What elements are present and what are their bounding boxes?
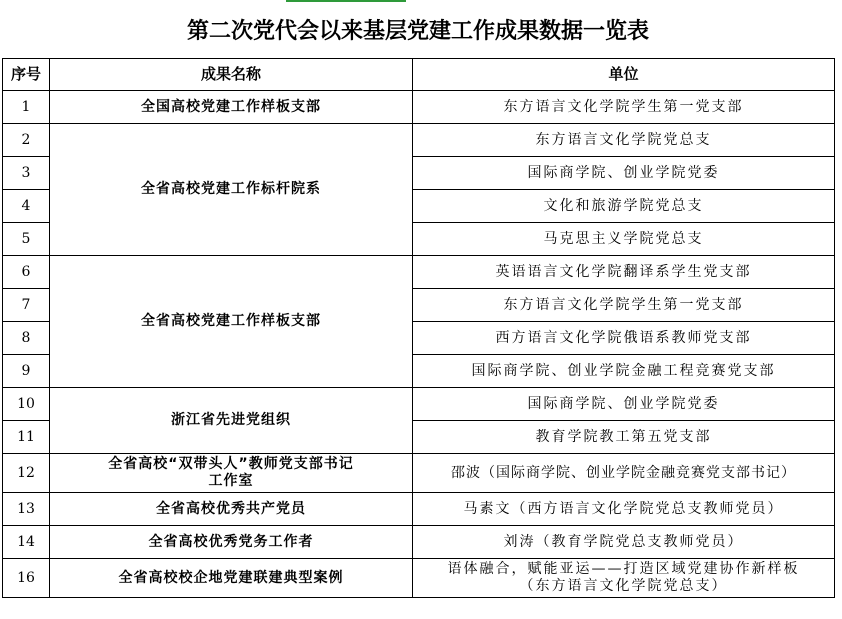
table-row <box>3 388 835 421</box>
row-unit: 马克思主义学院党总支 <box>413 223 835 256</box>
row-unit-line2: （东方语言文化学院党总支） <box>519 578 728 594</box>
row-index: 5 <box>3 223 50 256</box>
row-unit: 东方语言文化学院学生第一党支部 <box>413 289 835 322</box>
row-achievement: 浙江省先进党组织 <box>50 388 413 454</box>
row-index: 4 <box>3 190 50 223</box>
row-achievement: 全省高校优秀党务工作者 <box>50 526 413 559</box>
row-achievement <box>50 454 413 493</box>
row-index: 6 <box>3 256 50 289</box>
table-row <box>3 559 835 598</box>
table-row <box>3 493 835 526</box>
row-unit: 英语语言文化学院翻译系学生党支部 <box>413 256 835 289</box>
row-index: 12 <box>3 454 50 493</box>
row-index: 1 <box>3 91 50 124</box>
table-row <box>3 454 835 493</box>
row-achievement: 全省高校校企地党建联建典型案例 <box>50 559 413 598</box>
row-index: 11 <box>3 421 50 454</box>
row-index: 13 <box>3 493 50 526</box>
row-unit: 马素文（西方语言文化学院党总支教师党员） <box>413 493 835 526</box>
row-achievement: 全省高校党建工作样板支部 <box>50 256 413 388</box>
row-unit <box>413 559 835 598</box>
table-row <box>3 91 835 124</box>
row-achievement: 全国高校党建工作样板支部 <box>50 91 413 124</box>
page-title: 第二次党代会以来基层党建工作成果数据一览表 <box>186 18 649 44</box>
row-index: 3 <box>3 157 50 190</box>
row-index: 10 <box>3 388 50 421</box>
row-unit: 文化和旅游学院党总支 <box>413 190 835 223</box>
row-index: 7 <box>3 289 50 322</box>
row-index: 16 <box>3 559 50 598</box>
header-index: 序号 <box>3 59 50 91</box>
row-unit: 刘涛（教育学院党总支教师党员） <box>413 526 835 559</box>
row-unit: 西方语言文化学院俄语系教师党支部 <box>413 322 835 355</box>
row-index: 9 <box>3 355 50 388</box>
table-row <box>3 124 835 157</box>
table-row <box>3 526 835 559</box>
table-row <box>3 256 835 289</box>
row-index: 8 <box>3 322 50 355</box>
row-achievement-line1: 全省高校“双带头人”教师党支部书记 <box>108 456 354 472</box>
row-achievement: 全省高校党建工作标杆院系 <box>50 124 413 256</box>
row-unit-line1: 语体融合，赋能亚运——打造区域党建协作新样板 <box>447 561 800 577</box>
row-unit: 教育学院教工第五党支部 <box>413 421 835 454</box>
row-unit: 国际商学院、创业学院党委 <box>413 388 835 421</box>
row-achievement-line2: 工作室 <box>208 473 254 489</box>
row-achievement: 全省高校优秀共产党员 <box>50 493 413 526</box>
row-unit: 东方语言文化学院学生第一党支部 <box>413 91 835 124</box>
row-index: 2 <box>3 124 50 157</box>
row-unit: 国际商学院、创业学院金融工程竞赛党支部 <box>413 355 835 388</box>
header-unit: 单位 <box>413 59 835 91</box>
header-achievement: 成果名称 <box>50 59 413 91</box>
achievements-table <box>2 58 835 598</box>
row-unit: 东方语言文化学院党总支 <box>413 124 835 157</box>
row-unit: 国际商学院、创业学院党委 <box>413 157 835 190</box>
row-index: 14 <box>3 526 50 559</box>
row-unit: 邵波（国际商学院、创业学院金融竞赛党支部书记） <box>413 454 835 493</box>
